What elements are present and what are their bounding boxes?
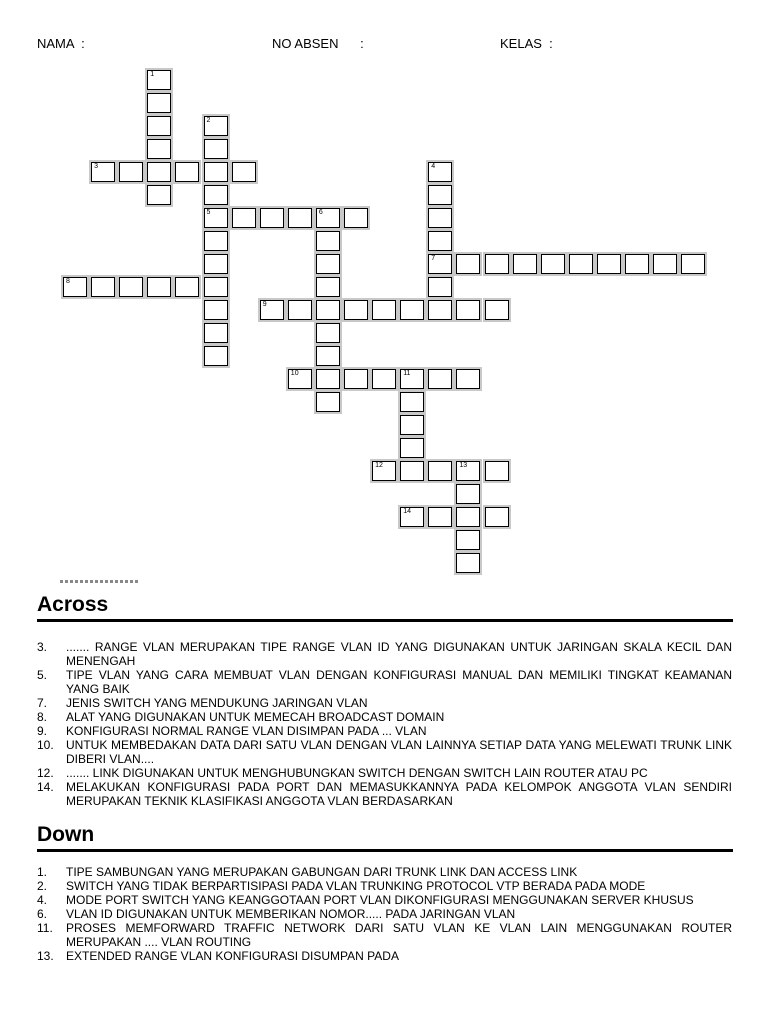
grid-cell[interactable] xyxy=(204,185,228,205)
watermark-logo xyxy=(60,580,140,583)
grid-cell[interactable] xyxy=(428,254,452,274)
clue-number: 4. xyxy=(37,893,48,907)
grid-cell[interactable] xyxy=(288,369,312,389)
grid-cell[interactable] xyxy=(204,254,228,274)
clue-number-13: 13 xyxy=(459,462,468,469)
clue-number-7: 7 xyxy=(431,255,436,262)
grid-cell[interactable] xyxy=(569,254,593,274)
grid-cell[interactable] xyxy=(288,208,312,228)
clue-number: 2. xyxy=(37,879,48,893)
grid-cell[interactable] xyxy=(428,185,452,205)
clue-text: MELAKUKAN KONFIGURASI PADA PORT DAN MEMASUKKANNYA PADA KELOMPOK ANGGOTA VLAN SENDIRI MERUPAKAN TEKNIK KLASIFIKASI ANGGOTA VLAN BERDASARKAN xyxy=(66,780,732,808)
clue-text: SWITCH YANG TIDAK BERPARTISIPASI PADA VLAN TRUNKING PROTOCOL VTP BERADA PADA MODE xyxy=(66,879,646,893)
grid-cell[interactable] xyxy=(260,300,284,320)
grid-cell[interactable] xyxy=(316,392,340,412)
down-rule xyxy=(37,849,733,852)
grid-cell[interactable] xyxy=(344,208,368,228)
clue-number-5: 5 xyxy=(206,209,211,216)
grid-cell[interactable] xyxy=(456,461,480,481)
grid-cell[interactable] xyxy=(204,346,228,366)
grid-cell[interactable] xyxy=(147,116,171,136)
grid-cell[interactable] xyxy=(400,392,424,412)
across-clue-7 xyxy=(37,696,732,710)
grid-cell[interactable] xyxy=(316,346,340,366)
down-clue-2 xyxy=(37,879,732,893)
no-absen-label: NO ABSEN : xyxy=(272,36,364,51)
grid-cell[interactable] xyxy=(372,300,396,320)
grid-cell[interactable] xyxy=(428,507,452,527)
grid-cell[interactable] xyxy=(485,461,509,481)
grid-cell[interactable] xyxy=(428,461,452,481)
clue-text: VLAN ID DIGUNAKAN UNTUK MEMBERIKAN NOMOR..... PADA JARINGAN VLAN xyxy=(66,907,516,921)
grid-cell[interactable] xyxy=(485,254,509,274)
clue-number-10: 10 xyxy=(290,370,299,377)
grid-cell[interactable] xyxy=(400,507,424,527)
grid-cell[interactable] xyxy=(91,162,115,182)
grid-cell[interactable] xyxy=(344,369,368,389)
across-clue-14 xyxy=(37,780,732,808)
clue-number: 1. xyxy=(37,865,48,879)
down-clue-6 xyxy=(37,907,732,921)
grid-cell[interactable] xyxy=(400,415,424,435)
grid-cell[interactable] xyxy=(316,231,340,251)
grid-cell[interactable] xyxy=(204,231,228,251)
clue-number: 3. xyxy=(37,640,48,654)
clue-number-1: 1 xyxy=(150,71,155,78)
grid-cell[interactable] xyxy=(204,323,228,343)
grid-cell[interactable] xyxy=(147,162,171,182)
grid-cell[interactable] xyxy=(288,300,312,320)
grid-cell[interactable] xyxy=(232,162,256,182)
clue-number: 6. xyxy=(37,907,48,921)
grid-cell[interactable] xyxy=(316,254,340,274)
grid-cell[interactable] xyxy=(456,507,480,527)
grid-cell[interactable] xyxy=(428,369,452,389)
grid-cell[interactable] xyxy=(316,369,340,389)
down-clue-list xyxy=(37,865,732,963)
grid-cell[interactable] xyxy=(428,277,452,297)
grid-cell[interactable] xyxy=(456,254,480,274)
clue-text: TIPE SAMBUNGAN YANG MERUPAKAN GABUNGAN DARI TRUNK LINK DAN ACCESS LINK xyxy=(66,865,578,879)
clue-text: ....... RANGE VLAN MERUPAKAN TIPE RANGE VLAN ID YANG DIGUNAKAN UNTUK JARINGAN SKALA KECIL DAN MENENGAH xyxy=(66,640,732,668)
across-clue-8 xyxy=(37,710,732,724)
down-clue-11 xyxy=(37,921,732,949)
grid-cell[interactable] xyxy=(485,300,509,320)
grid-cell[interactable] xyxy=(400,369,424,389)
grid-cell[interactable] xyxy=(147,185,171,205)
clue-number-4: 4 xyxy=(431,163,436,170)
across-clue-9 xyxy=(37,724,732,738)
grid-cell[interactable] xyxy=(260,208,284,228)
grid-cell[interactable] xyxy=(204,208,228,228)
grid-cell[interactable] xyxy=(485,507,509,527)
clue-number-2: 2 xyxy=(206,117,211,124)
clue-number: 8. xyxy=(37,710,48,724)
clue-text: JENIS SWITCH YANG MENDUKUNG JARINGAN VLAN xyxy=(66,696,368,710)
grid-cell[interactable] xyxy=(541,254,565,274)
across-clue-3 xyxy=(37,640,732,668)
grid-cell[interactable] xyxy=(456,553,480,573)
grid-cell[interactable] xyxy=(316,208,340,228)
clue-text: MODE PORT SWITCH YANG KEANGGOTAAN PORT VLAN DIKONFIGURASI MENGGUNAKAN SERVER KHUSUS xyxy=(66,893,694,907)
clue-text: ....... LINK DIGUNAKAN UNTUK MENGHUBUNGKAN SWITCH DENGAN SWITCH LAIN ROUTER ATAU PC xyxy=(66,766,648,780)
grid-cell[interactable] xyxy=(456,484,480,504)
clue-text: KONFIGURASI NORMAL RANGE VLAN DISIMPAN PADA ... VLAN xyxy=(66,724,427,738)
grid-cell[interactable] xyxy=(175,277,199,297)
grid-cell[interactable] xyxy=(456,530,480,550)
grid-cell[interactable] xyxy=(428,162,452,182)
grid-cell[interactable] xyxy=(597,254,621,274)
clue-text: UNTUK MEMBEDAKAN DATA DARI SATU VLAN DENGAN VLAN LAINNYA SETIAP DATA YANG MELEWATI TRUNK LINK DIBERI VLAN.... xyxy=(66,738,732,766)
grid-cell[interactable] xyxy=(147,139,171,159)
clue-number-14: 14 xyxy=(403,508,411,515)
grid-cell[interactable] xyxy=(456,300,480,320)
clue-number: 5. xyxy=(37,668,48,682)
clue-number-8: 8 xyxy=(66,278,70,285)
clue-number: 9. xyxy=(37,724,48,738)
grid-cell[interactable] xyxy=(119,162,143,182)
grid-cell[interactable] xyxy=(204,300,228,320)
clue-number-12: 12 xyxy=(375,462,383,469)
grid-cell[interactable] xyxy=(147,277,171,297)
grid-cell[interactable] xyxy=(204,139,228,159)
across-clue-5 xyxy=(37,668,732,696)
clue-text: TIPE VLAN YANG CARA MEMBUAT VLAN DENGAN KONFIGURASI MANUAL DAN MEMILIKI TINGKAT KEAMANAN YANG BAIK xyxy=(66,668,732,696)
grid-cell[interactable] xyxy=(204,162,228,182)
clue-number: 12. xyxy=(37,766,54,780)
clue-number: 10. xyxy=(37,738,54,752)
grid-cell[interactable] xyxy=(400,300,424,320)
grid-cell[interactable] xyxy=(232,208,256,228)
down-clue-1 xyxy=(37,865,732,879)
grid-cell[interactable] xyxy=(428,231,452,251)
grid-cell[interactable] xyxy=(204,116,228,136)
nama-label: NAMA : xyxy=(37,36,85,51)
grid-cell[interactable] xyxy=(681,254,705,274)
across-clue-10 xyxy=(37,738,732,766)
grid-cell[interactable] xyxy=(456,369,480,389)
grid-cell[interactable] xyxy=(316,300,340,320)
grid-cell[interactable] xyxy=(175,162,199,182)
across-clue-12 xyxy=(37,766,732,780)
down-clue-4 xyxy=(37,893,732,907)
across-heading: Across xyxy=(37,593,109,616)
clue-number: 7. xyxy=(37,696,48,710)
across-rule xyxy=(37,619,733,622)
grid-cell[interactable] xyxy=(119,277,143,297)
grid-cell[interactable] xyxy=(344,300,368,320)
clue-text: EXTENDED RANGE VLAN KONFIGURASI DISUMPAN PADA xyxy=(66,949,399,963)
grid-cell[interactable] xyxy=(316,323,340,343)
grid-cell[interactable] xyxy=(653,254,677,274)
grid-cell[interactable] xyxy=(428,300,452,320)
grid-cell[interactable] xyxy=(372,369,396,389)
grid-cell[interactable] xyxy=(513,254,537,274)
clue-text: ALAT YANG DIGUNAKAN UNTUK MEMECAH BROADCAST DOMAIN xyxy=(66,710,445,724)
grid-cell[interactable] xyxy=(625,254,649,274)
clue-number: 13. xyxy=(37,949,54,963)
grid-cell[interactable] xyxy=(204,277,228,297)
grid-cell[interactable] xyxy=(400,461,424,481)
grid-cell[interactable] xyxy=(147,70,171,90)
clue-number-3: 3 xyxy=(94,163,98,170)
across-clue-list xyxy=(37,640,732,808)
grid-cell[interactable] xyxy=(372,461,396,481)
down-heading: Down xyxy=(37,823,95,846)
clue-number-11: 11 xyxy=(403,370,411,377)
kelas-label: KELAS : xyxy=(500,36,553,51)
grid-cell[interactable] xyxy=(400,438,424,458)
clue-text: PROSES MEMFORWARD TRAFFIC NETWORK DARI SATU VLAN KE VLAN LAIN MENGGUNAKAN ROUTER MERUPAKAN .... VLAN ROUTING xyxy=(66,921,732,949)
clue-number-9: 9 xyxy=(262,301,267,308)
grid-cell[interactable] xyxy=(428,208,452,228)
grid-cell[interactable] xyxy=(91,277,115,297)
down-clue-13 xyxy=(37,949,732,963)
grid-cell[interactable] xyxy=(147,93,171,113)
clue-number: 14. xyxy=(37,780,54,794)
grid-cell[interactable] xyxy=(316,277,340,297)
clue-number-6: 6 xyxy=(318,209,323,216)
clue-number: 11. xyxy=(37,921,53,935)
grid-cell[interactable] xyxy=(63,277,87,297)
